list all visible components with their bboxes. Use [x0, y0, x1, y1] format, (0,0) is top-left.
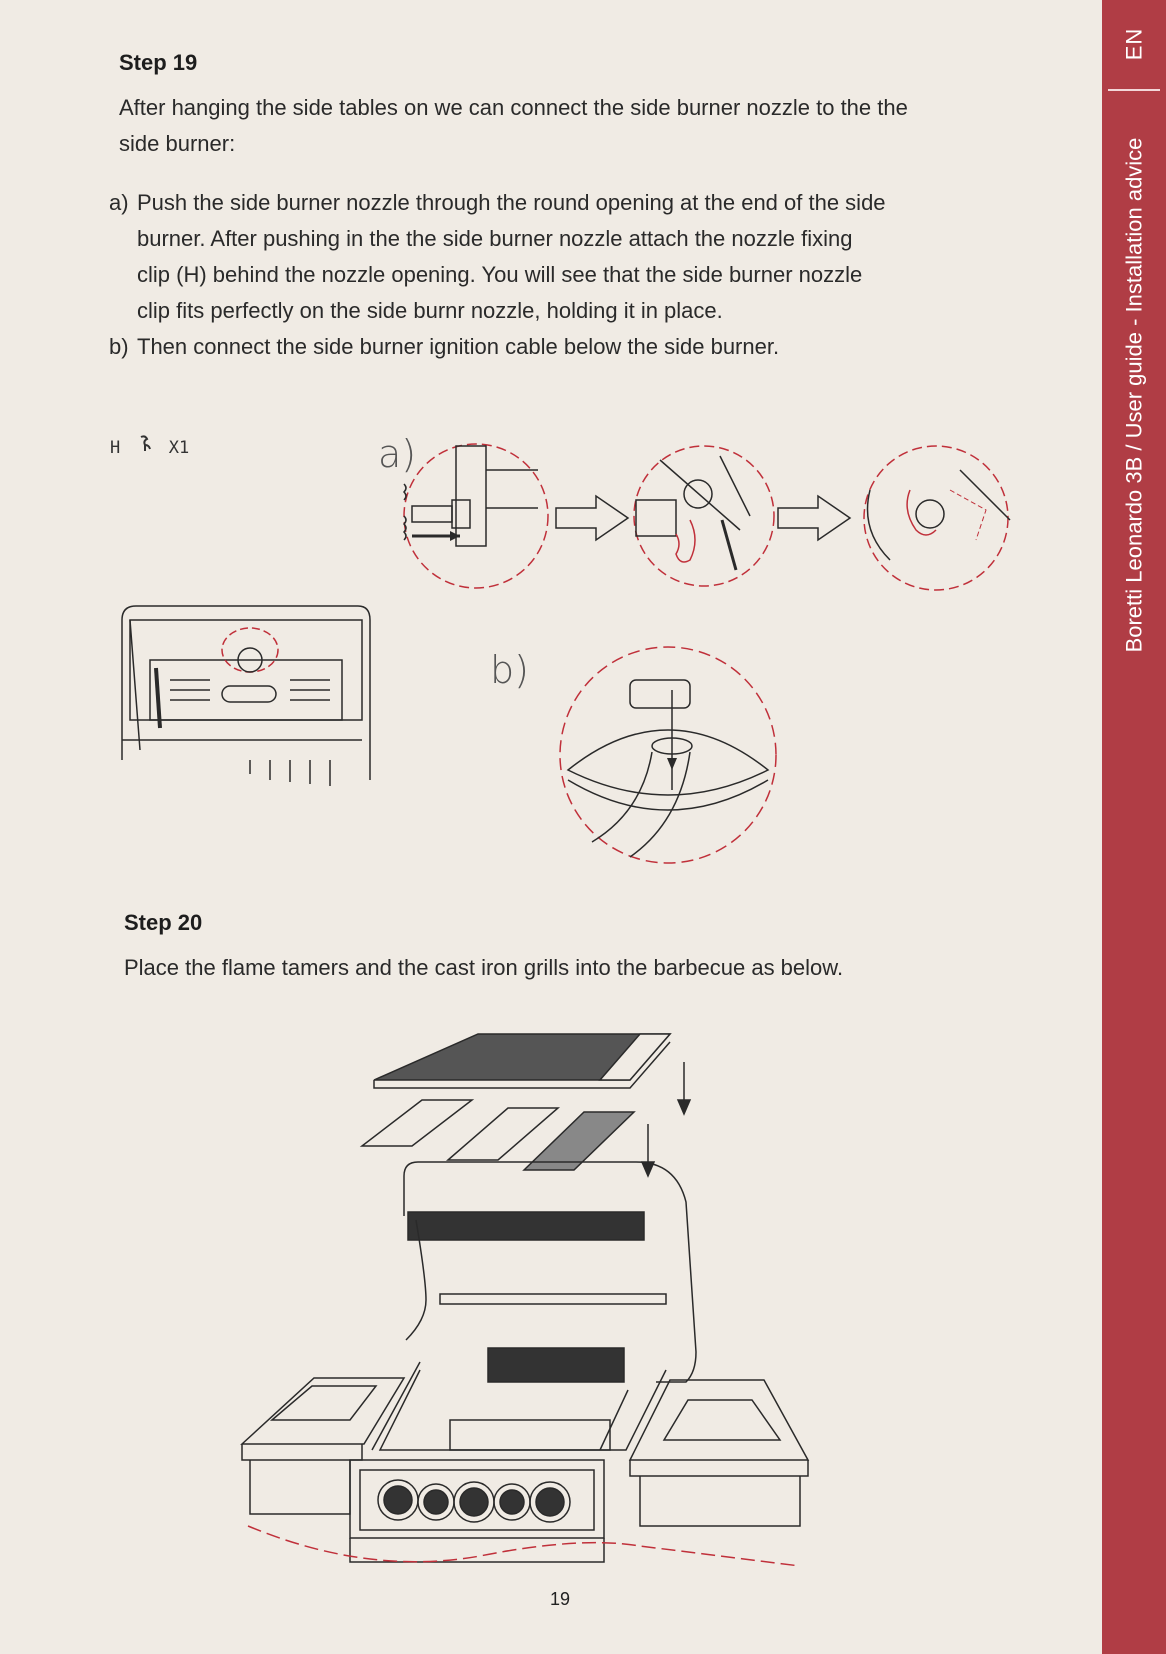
item-a-line1: Push the side burner nozzle through the round opening at the end of the side — [137, 190, 886, 215]
language-label: EN — [1121, 27, 1146, 61]
sidebar-band — [1102, 0, 1166, 1654]
bbq-body — [372, 1294, 666, 1450]
guide-title-block — [1102, 100, 1166, 690]
item-a-marker: a) — [109, 190, 129, 215]
part-letter: H — [110, 438, 121, 458]
step19-intro-line2: side burner: — [119, 131, 236, 156]
step20-text: Place the flame tamers and the cast iron grills into the barbecue as below. — [124, 955, 844, 980]
diagram-label-b: b) — [490, 648, 529, 692]
item-a-line4: clip fits perfectly on the side burnr nozzle, holding it in place. — [137, 298, 723, 323]
page-number: 19 — [549, 1589, 571, 1609]
cast-iron-grill — [374, 1034, 670, 1088]
flame-tamers — [362, 1100, 634, 1170]
cut-line — [248, 1526, 800, 1566]
step20-title: Step 20 — [124, 910, 203, 935]
item-a-line3: clip (H) behind the nozzle opening. You will see that the side burner nozzle — [137, 262, 863, 287]
side-table-right — [630, 1380, 808, 1526]
diagram-label-a: a) — [378, 432, 417, 476]
item-b-line1: Then connect the side burner ignition cable below the side burner. — [137, 334, 780, 359]
step19-title: Step 19 — [119, 50, 198, 75]
step19-intro-line1: After hanging the side tables on we can connect the side burner nozzle to the the — [119, 95, 908, 120]
item-a-line2: burner. After pushing in the the side burner nozzle attach the nozzle fixing — [137, 226, 853, 251]
guide-title: Boretti Leonardo 3B / User guide - Installation advice — [1121, 137, 1147, 653]
item-b-marker: b) — [109, 334, 129, 359]
part-quantity: X1 — [168, 438, 190, 458]
control-panel — [350, 1460, 604, 1562]
language-tab — [1102, 0, 1166, 88]
sidebar-divider — [1108, 89, 1160, 91]
